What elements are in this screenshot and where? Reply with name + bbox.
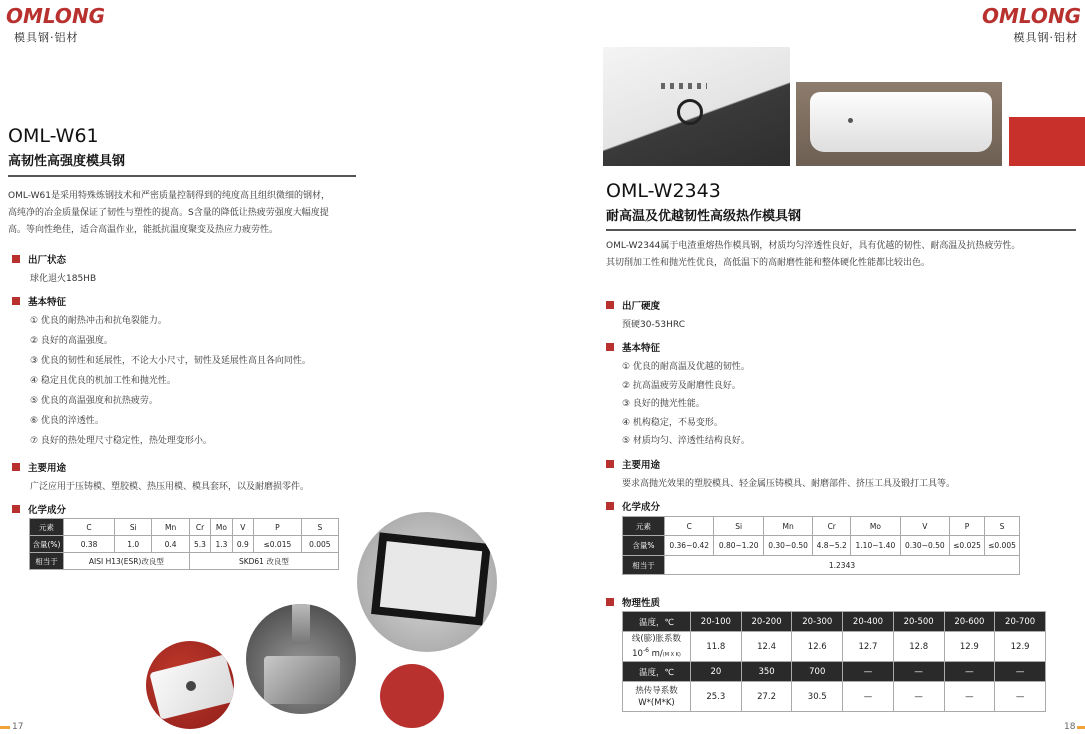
bullet-square — [606, 460, 614, 468]
brand-logo: OMLONG — [6, 4, 106, 28]
red-block — [1009, 117, 1085, 166]
table-cell: 1.10~1.40 — [851, 536, 900, 556]
table-cell: 0.9 — [232, 536, 253, 553]
table-cell: P — [950, 517, 985, 536]
bullet-square — [606, 301, 614, 309]
table-cell: 700 — [792, 662, 843, 682]
table-cell: 20-200 — [741, 612, 792, 632]
bullet-square — [12, 255, 20, 263]
feature-item: ② 抗高温疲劳及耐磨性良好。 — [622, 380, 741, 391]
table-cell: 12.9 — [995, 632, 1046, 662]
table-cell: 线(膨)胀系数 $10^{-6}$ m/(M X K) — [623, 632, 691, 662]
features-section — [12, 294, 311, 453]
bullet-square — [606, 598, 614, 606]
feature-item: ⑥ 优良的淬透性。 — [30, 416, 104, 426]
table-cell: ≤0.025 — [950, 536, 985, 556]
feature-item: ④ 稳定且优良的机加工性和抛光性。 — [30, 376, 176, 386]
section-heading: 基本特征 — [28, 297, 67, 308]
table-cell: — — [995, 682, 1046, 712]
brand-sub: 模具钢·铝材 — [1013, 31, 1078, 44]
table-cell: 30.5 — [792, 682, 843, 712]
table-cell: 12.8 — [893, 632, 944, 662]
feature-item: ② 良好的高温强度。 — [30, 336, 113, 346]
left-logo — [6, 4, 105, 45]
table-cell: Si — [714, 517, 763, 536]
table-cell: Cr — [813, 517, 851, 536]
table-cell: 20-500 — [893, 612, 944, 632]
frame-photo — [357, 512, 497, 652]
table-cell: — — [995, 662, 1046, 682]
chem-table — [29, 518, 339, 570]
section-heading: 化学成分 — [622, 502, 661, 513]
table-cell: — — [843, 662, 894, 682]
chem-section — [12, 502, 66, 516]
table-cell: 1.3 — [211, 536, 232, 553]
chem-section — [606, 499, 660, 513]
feature-item: ③ 良好的抛光性能。 — [622, 399, 705, 409]
table-cell: 0.30~0.50 — [763, 536, 812, 556]
table-cell: 0.30~0.50 — [900, 536, 949, 556]
section-heading: 出厂硬度 — [622, 301, 661, 312]
table-cell: 12.6 — [792, 632, 843, 662]
table-cell: Cr — [189, 519, 210, 536]
table-cell: 0.005 — [301, 536, 338, 553]
table-cell: V — [900, 517, 949, 536]
usage-section — [606, 457, 955, 489]
section-heading: 物理性质 — [622, 598, 661, 609]
table-cell: 20-700 — [995, 612, 1046, 632]
table-cell: 20 — [691, 662, 742, 682]
page-number-bar — [1077, 726, 1085, 729]
section-heading: 主要用途 — [622, 460, 661, 471]
brand-logo: OMLONG — [982, 4, 1082, 28]
laptop-photo — [146, 641, 234, 729]
table-cell: C — [64, 519, 115, 536]
feature-item: ⑤ 优良的高温强度和抗热疲劳。 — [30, 396, 158, 406]
table-cell: — — [944, 682, 995, 712]
table-cell: 5.3 — [189, 536, 210, 553]
table-cell: 1.0 — [115, 536, 152, 553]
table-cell: 温度，℃ — [623, 612, 691, 632]
table-cell: 元素 — [30, 519, 64, 536]
table-cell: 含量% — [623, 536, 665, 556]
table-cell: S — [984, 517, 1019, 536]
intro-paragraph: OML-W61是采用特殊炼钢技术和严密质量控制得到的纯度高且组织微细的钢材， 高纯净的冶金质量保证了韧性与塑性的提高。S含量的降低让热疲劳强度大幅度提 高。等向性绝佳，适合高温作业，能抵抗温度聚变及热应力疲劳性。 — [8, 191, 330, 235]
table-cell: Mn — [152, 519, 189, 536]
table-cell: 0.4 — [152, 536, 189, 553]
phys-table — [622, 611, 1046, 712]
table-cell: 相当于 — [623, 556, 665, 575]
table-cell: 12.4 — [741, 632, 792, 662]
page-number-bar — [0, 726, 10, 729]
section-heading: 化学成分 — [28, 505, 67, 516]
page-title: OML-W2343 — [606, 180, 721, 202]
table-cell: 热传导系数 W*(M*K) — [623, 682, 691, 712]
table-cell: 0.36~0.42 — [665, 536, 714, 556]
page-number-left: 17 — [0, 722, 23, 732]
table-cell: 0.38 — [64, 536, 115, 553]
table-cell: Si — [115, 519, 152, 536]
table-cell: — — [893, 662, 944, 682]
table-cell: 27.2 — [741, 682, 792, 712]
page-subtitle: 耐高温及优越韧性高级热作模具钢 — [606, 209, 802, 224]
feature-item: ⑤ 材质均匀、淬透性结构良好。 — [622, 436, 750, 446]
hardness-value: 预硬30-53HRC — [622, 320, 686, 330]
table-cell: SKD61 改良型 — [189, 553, 338, 570]
table-cell: 0.80~1.20 — [714, 536, 763, 556]
bullet-square — [606, 502, 614, 510]
table-cell: 4.8~5.2 — [813, 536, 851, 556]
table-cell: S — [301, 519, 338, 536]
red-circle — [380, 664, 444, 728]
feature-item: ⑦ 良好的热处理尺寸稳定性，热处理变形小。 — [30, 436, 212, 446]
table-cell: Mo — [211, 519, 232, 536]
table-cell: AISI H13(ESR)改良型 — [64, 553, 190, 570]
table-cell: C — [665, 517, 714, 536]
section-heading: 出厂状态 — [28, 255, 67, 266]
page-subtitle: 高韧性高强度模具钢 — [8, 154, 126, 169]
feature-item: ① 优良的耐热冲击和抗龟裂能力。 — [30, 316, 167, 326]
table-cell: 20-300 — [792, 612, 843, 632]
white-part-photo — [796, 82, 1002, 166]
page-title: OML-W61 — [8, 125, 99, 147]
bullet-square — [12, 463, 20, 471]
table-cell: 20-600 — [944, 612, 995, 632]
table-cell: V — [232, 519, 253, 536]
usage-section — [12, 460, 309, 492]
table-cell: 350 — [741, 662, 792, 682]
intro-paragraph: OML-W2344属于电渣重熔热作模具钢，材质均匀淬透性良好，具有优越的韧性、耐高温及抗热疲劳性。 其切削加工性和抛光性优良，高低温下的高耐磨性能和整体硬化性能都比较出色。 — [606, 241, 1021, 268]
table-cell: ≤0.005 — [984, 536, 1019, 556]
table-cell: Mn — [763, 517, 812, 536]
hardness-section — [606, 298, 685, 330]
table-cell: 12.7 — [843, 632, 894, 662]
bullet-square — [12, 505, 20, 513]
table-cell: 12.9 — [944, 632, 995, 662]
table-cell: — — [893, 682, 944, 712]
feature-item: ① 优良的耐高温及优越的韧性。 — [622, 362, 750, 372]
title-rule — [8, 175, 356, 177]
table-cell: — — [944, 662, 995, 682]
table-cell: 相当于 — [30, 553, 64, 570]
table-cell: Mo — [851, 517, 900, 536]
right-logo — [982, 4, 1082, 45]
table-cell: 20-400 — [843, 612, 894, 632]
bullet-square — [606, 343, 614, 351]
table-cell: ≤0.015 — [254, 536, 302, 553]
table-cell: 11.8 — [691, 632, 742, 662]
table-cell: 含量(%) — [30, 536, 64, 553]
delivery-value: 球化退火185HB — [30, 274, 97, 284]
brand-sub: 模具钢·铝材 — [14, 31, 79, 44]
machining-photo — [246, 604, 356, 714]
table-cell: 元素 — [623, 517, 665, 536]
usage-value: 广泛应用于压铸模、塑胶模、热压用模、模具套环，以及耐磨损零件。 — [30, 482, 310, 492]
chem-table — [622, 516, 1020, 575]
table-cell: 1.2343 — [665, 556, 1020, 575]
usage-value: 要求高抛光效果的塑胶模具、轻金属压铸模具、耐磨部件、挤压工具及锻打工具等。 — [622, 479, 956, 489]
section-heading: 基本特征 — [622, 343, 661, 354]
phys-section — [606, 595, 660, 609]
title-rule — [606, 229, 1076, 231]
feature-item: ③ 优良的韧性和延展性，不论大小尺寸，韧性及延展性高且各向同性。 — [30, 356, 311, 366]
delivery-section — [12, 252, 96, 284]
page-number-right: 18 — [1064, 722, 1085, 732]
table-cell: — — [843, 682, 894, 712]
features-section — [606, 340, 750, 452]
table-cell: 温度，℃ — [623, 662, 691, 682]
table-cell: 25.3 — [691, 682, 742, 712]
table-cell: 20-100 — [691, 612, 742, 632]
appliance-photo — [603, 47, 790, 166]
table-cell: P — [254, 519, 302, 536]
bullet-square — [12, 297, 20, 305]
feature-item: ④ 机构稳定，不易变形。 — [622, 417, 723, 428]
section-heading: 主要用途 — [28, 463, 67, 474]
